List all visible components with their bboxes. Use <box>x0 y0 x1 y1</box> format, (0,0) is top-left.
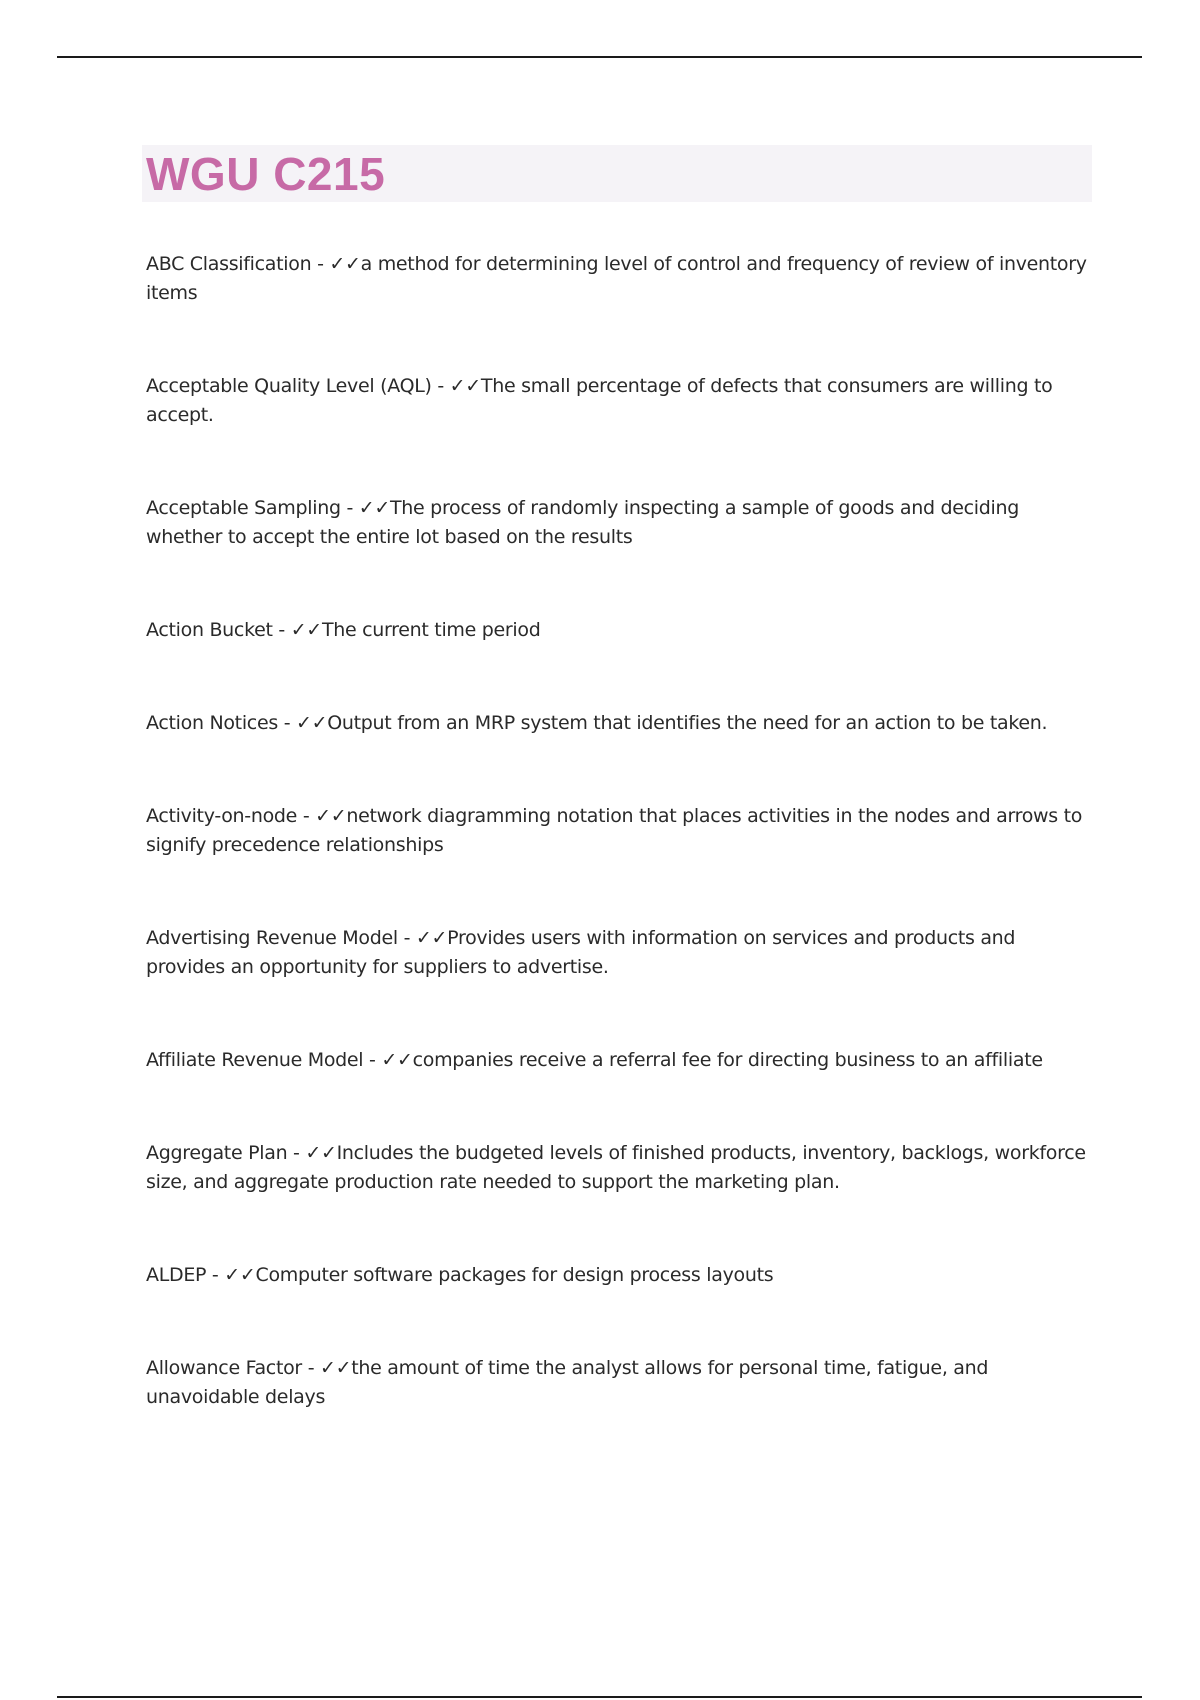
glossary-entry <box>146 250 1091 308</box>
entry-separator: - <box>397 927 416 949</box>
double-check-icon: ✓✓ <box>305 1142 337 1164</box>
double-check-icon: ✓✓ <box>329 253 361 275</box>
glossary-entry <box>146 1139 1091 1197</box>
entry-term: ABC Classification <box>146 253 312 275</box>
entry-term: Acceptable Quality Level (AQL) <box>146 375 432 397</box>
entry-definition: the amount of time the analyst allows for personal time, fatigue, and unavoidable delays <box>146 1357 989 1408</box>
entry-separator: - <box>287 1142 306 1164</box>
glossary-entry <box>146 802 1091 860</box>
entry-separator: - <box>311 253 330 275</box>
entry-definition: Output from an MRP system that identifies the need for an action to be taken. <box>327 712 1048 734</box>
double-check-icon: ✓✓ <box>449 375 481 397</box>
entry-definition: The process of randomly inspecting a sample of goods and deciding whether to accept the entire lot based on the results <box>146 497 1019 548</box>
double-check-icon: ✓✓ <box>358 497 390 519</box>
entry-separator: - <box>297 805 316 827</box>
entry-term: Action Notices <box>146 712 278 734</box>
glossary-entry <box>146 372 1091 430</box>
entry-definition: The current time period <box>321 619 541 641</box>
entry-term: Advertising Revenue Model <box>146 927 398 949</box>
double-check-icon: ✓✓ <box>290 619 322 641</box>
bottom-rule <box>57 1696 1142 1698</box>
glossary-entry <box>146 494 1091 552</box>
title-band <box>142 145 1092 202</box>
entry-definition: Includes the budgeted levels of finished products, inventory, backlogs, workforce size, and aggregate production rate needed to support the marketing plan. <box>146 1142 1086 1193</box>
double-check-icon: ✓✓ <box>224 1264 256 1286</box>
double-check-icon: ✓✓ <box>296 712 328 734</box>
entry-term: Allowance Factor <box>146 1357 302 1379</box>
entry-definition: Provides users with information on services and products and provides an opportunity for suppliers to advertise. <box>146 927 1016 978</box>
glossary-entry <box>146 709 1091 738</box>
document-title: WGU C215 <box>146 148 386 200</box>
entry-term: Activity-on-node <box>146 805 298 827</box>
glossary-entry <box>146 1046 1091 1075</box>
entry-definition: The small percentage of defects that consumers are willing to accept. <box>146 375 1053 426</box>
double-check-icon: ✓✓ <box>381 1049 413 1071</box>
entry-definition: Computer software packages for design process layouts <box>255 1264 774 1286</box>
entry-definition: a method for determining level of control and frequency of review of inventory items <box>146 253 1087 304</box>
glossary-entry <box>146 1261 1091 1290</box>
double-check-icon: ✓✓ <box>315 805 347 827</box>
glossary-entry <box>146 616 1091 645</box>
entry-term: Aggregate Plan <box>146 1142 288 1164</box>
double-check-icon: ✓✓ <box>415 927 448 949</box>
entry-definition: companies receive a referral fee for directing business to an affiliate <box>412 1049 1043 1071</box>
entry-term: Acceptable Sampling <box>146 497 341 519</box>
entry-separator: - <box>301 1357 320 1379</box>
entry-term: Affiliate Revenue Model <box>146 1049 364 1071</box>
entry-separator: - <box>340 497 359 519</box>
glossary-entry <box>146 924 1091 982</box>
entry-term: Action Bucket <box>146 619 273 641</box>
top-rule <box>57 56 1142 58</box>
entry-separator: - <box>277 712 296 734</box>
glossary-list <box>146 250 1091 1412</box>
entry-separator: - <box>431 375 450 397</box>
entry-term: ALDEP <box>146 1264 207 1286</box>
glossary-entry <box>146 1354 1091 1412</box>
entry-separator: - <box>363 1049 382 1071</box>
entry-definition: network diagramming notation that places activities in the nodes and arrows to signify precedence relationships <box>146 805 1083 856</box>
double-check-icon: ✓✓ <box>320 1357 352 1379</box>
entry-separator: - <box>206 1264 225 1286</box>
entry-separator: - <box>272 619 291 641</box>
